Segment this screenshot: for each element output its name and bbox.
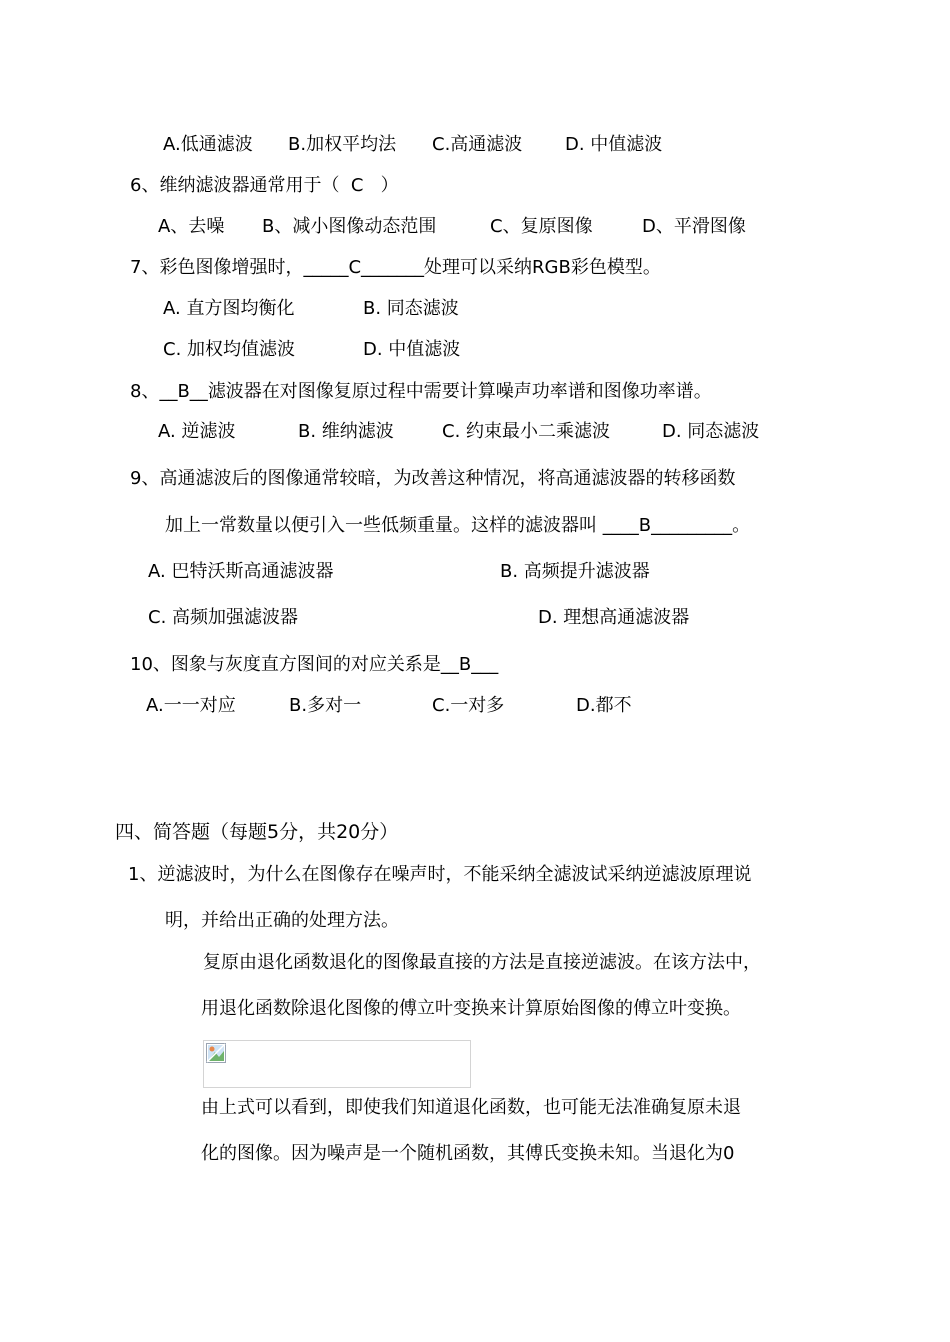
answer-line-4: 化的图像。因为噪声是一个随机函数，其傅氏变换未知。当退化为0 (201, 1143, 735, 1164)
q9-blank: ____B_________ (602, 515, 733, 536)
q9-option-b: B. 高频提升滤波器 (500, 561, 650, 582)
q9-option-c: C. 高频加强滤波器 (148, 607, 299, 628)
q8-option-c: C. 约束最小二乘滤波 (442, 421, 611, 442)
q7-option-a: A. 直方图均衡化 (163, 298, 295, 319)
q10-question: 10、图象与灰度直方图间的对应关系是__B___ (130, 654, 499, 675)
answer-line-2: 用退化函数除退化图像的傅立叶变换来计算原始图像的傅立叶变换。 (201, 998, 741, 1019)
q6-answer: C (350, 175, 364, 196)
q8-question: 8、__B__滤波器在对图像复原过程中需要计算噪声功率谱和图像功率谱。 (130, 381, 712, 402)
q8-option-b: B. 维纳滤波 (298, 421, 394, 442)
formula-image-placeholder (203, 1040, 471, 1088)
q6-option-b: B、减小图像动态范围 (262, 216, 437, 237)
q8-option-d: D. 同态滤波 (662, 421, 760, 442)
q9-question-line1: 9、高通滤波后的图像通常较暗，为改善这种情况，将高通滤波器的转移函数 (130, 468, 736, 489)
q6-option-d: D、平滑图像 (642, 216, 746, 237)
q7-question: 7、彩色图像增强时，_____C_______处理可以采纳RGB彩色模型。 (130, 257, 661, 278)
q9-question-line2: 加上一常数量以便引入一些低频重量。这样的滤波器叫 ____B_________。 (165, 515, 751, 536)
q5-option-a: A.低通滤波 (163, 134, 253, 155)
s4-q1-line1: 1、逆滤波时，为什么在图像存在噪声时，不能采纳全滤波试采纳逆滤波原理说 (128, 864, 752, 885)
q7-option-d: D. 中值滤波 (363, 339, 461, 360)
q5-option-d: D. 中值滤波 (565, 134, 663, 155)
q9-option-d: D. 理想高通滤波器 (538, 607, 690, 628)
q6-option-a: A、去噪 (158, 216, 225, 237)
q7-option-b: B. 同态滤波 (363, 298, 459, 319)
broken-image-icon (206, 1043, 226, 1063)
q10-option-a: A.一一对应 (146, 695, 236, 716)
q10-option-b: B.多对一 (289, 695, 362, 716)
answer-line-1: 复原由退化函数退化的图像最直接的方法是直接逆滤波。在该方法中， (203, 952, 761, 973)
section-title: 四、简答题（每题5分，共20分） (115, 821, 399, 843)
q5-option-b: B.加权平均法 (288, 134, 397, 155)
answer-line-3: 由上式可以看到，即使我们知道退化函数，也可能无法准确复原未退 (201, 1097, 741, 1118)
q8-option-a: A. 逆滤波 (158, 421, 236, 442)
q6-question: 6、维纳滤波器通常用于（ C ） (130, 175, 399, 196)
q9-option-a: A. 巴特沃斯高通滤波器 (148, 561, 334, 582)
q10-option-d: D.都不 (576, 695, 632, 716)
q10-blank: __B___ (440, 654, 499, 675)
q7-option-c: C. 加权均值滤波 (163, 339, 296, 360)
s4-q1-line2: 明，并给出正确的处理方法。 (165, 910, 399, 931)
q5-option-c: C.高通滤波 (432, 134, 523, 155)
q8-blank: __B__ (159, 381, 208, 402)
q7-blank: _____C_______ (303, 257, 425, 278)
q10-option-c: C.一对多 (432, 695, 505, 716)
q6-option-c: C、复原图像 (490, 216, 593, 237)
